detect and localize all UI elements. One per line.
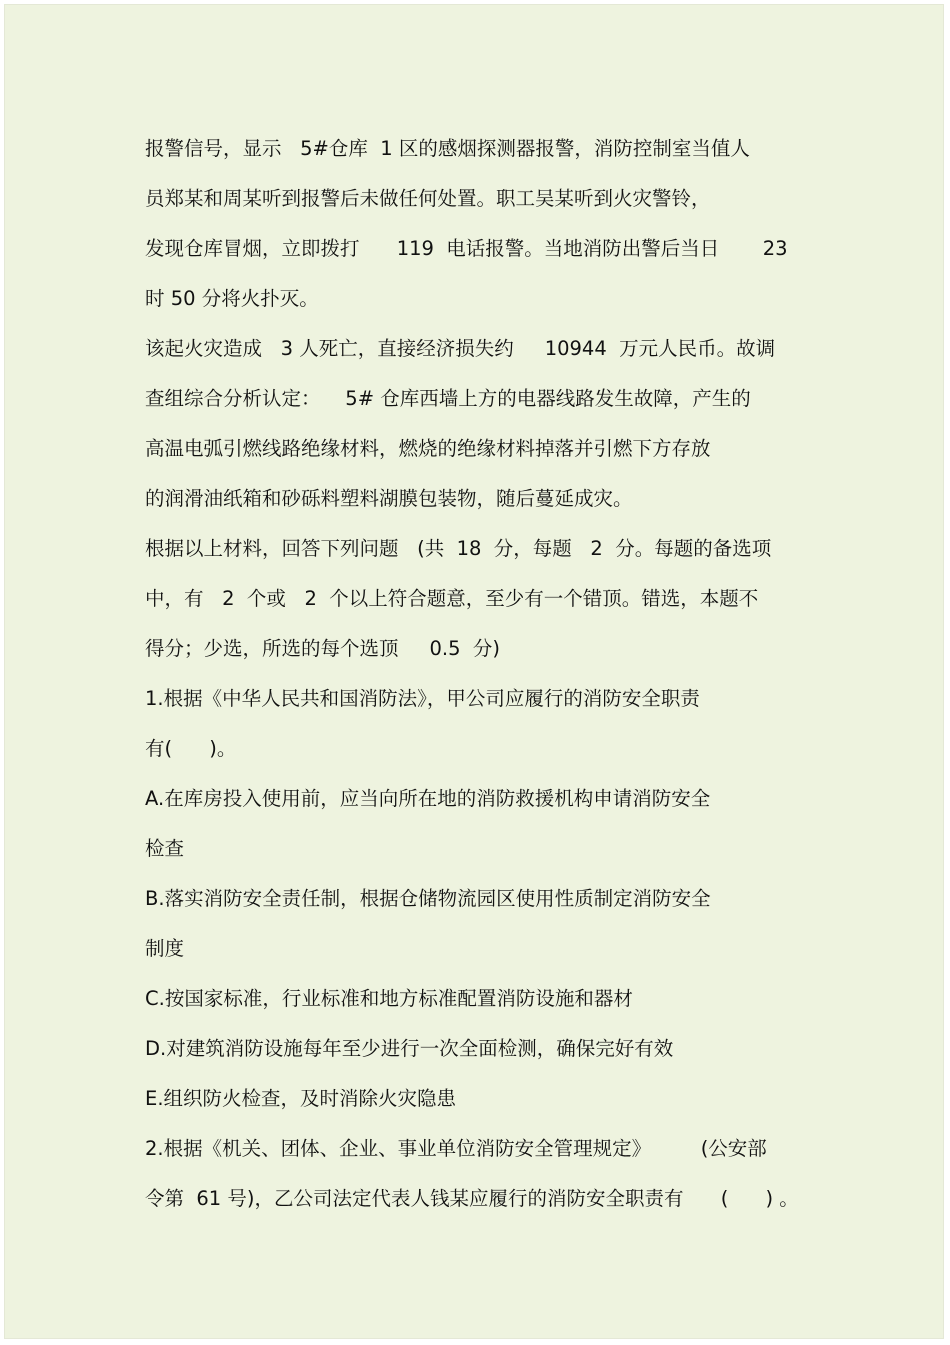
option-d: D.对建筑消防设施每年至少进行一次全面检测，确保完好有效 xyxy=(145,1037,674,1060)
document-body xyxy=(145,124,845,1224)
text-line: 的润滑油纸箱和砂砾料塑料湖膜包装物，随后蔓延成灾。 xyxy=(145,487,633,510)
option-b-continued: 制度 xyxy=(145,937,185,960)
question-2: 2.根据《机关、团体、企业、事业单位消防安全管理规定》 (公安部 xyxy=(145,1137,767,1160)
text-line: 时 50 分将火扑灭。 xyxy=(145,287,319,310)
option-b: B.落实消防安全责任制，根据仓储物流园区使用性质制定消防安全 xyxy=(145,887,711,910)
option-a: A.在库房投入使用前，应当向所在地的消防救援机构申请消防安全 xyxy=(145,787,711,810)
text-line: 报警信号，显示 5#仓库 1 区的感烟探测器报警，消防控制室当值人 xyxy=(145,137,750,160)
question-1-continued: 有( )。 xyxy=(145,737,237,760)
question-1: 1.根据《中华人民共和国消防法》，甲公司应履行的消防安全职责 xyxy=(145,687,700,710)
option-a-continued: 检查 xyxy=(145,837,185,860)
option-e: E.组织防火检查，及时消除火灾隐患 xyxy=(145,1087,457,1110)
text-line: 发现仓库冒烟，立即拨打 119 电话报警。当地消防出警后当日 23 xyxy=(145,237,788,260)
text-line: 查组综合分析认定： 5# 仓库西墙上方的电器线路发生故障，产生的 xyxy=(145,387,751,410)
text-line: 员郑某和周某听到报警后未做任何处置。职工吴某听到火灾警铃， xyxy=(145,187,711,210)
instruction-line: 根据以上材料，回答下列问题 (共 18 分，每题 2 分。每题的备选项 xyxy=(145,537,772,560)
question-2-continued: 令第 61 号)，乙公司法定代表人钱某应履行的消防安全职责有 ( ) 。 xyxy=(145,1187,799,1210)
text-line: 该起火灾造成 3 人死亡，直接经济损失约 10944 万元人民币。故调 xyxy=(145,337,776,360)
instruction-line: 得分；少选，所选的每个选顶 0.5 分) xyxy=(145,637,501,660)
option-c: C.按国家标准，行业标准和地方标准配置消防设施和器材 xyxy=(145,987,633,1010)
instruction-line: 中，有 2 个或 2 个以上符合题意，至少有一个错顶。错选，本题不 xyxy=(145,587,759,610)
text-line: 高温电弧引燃线路绝缘材料，燃烧的绝缘材料掉落并引燃下方存放 xyxy=(145,437,711,460)
document-page xyxy=(4,4,944,1339)
